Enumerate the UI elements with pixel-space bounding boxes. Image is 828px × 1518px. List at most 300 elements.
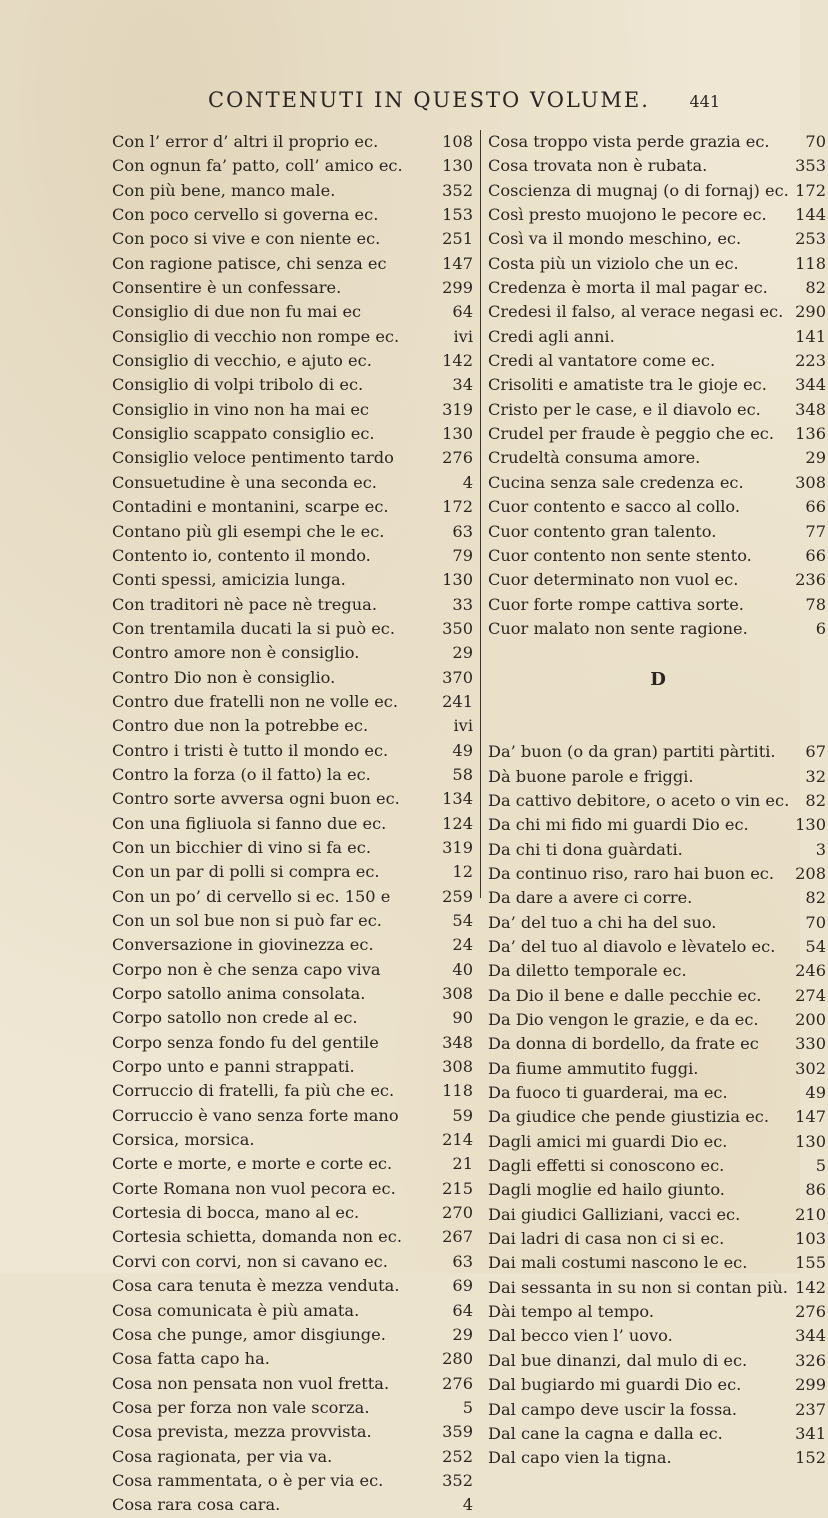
index-entry bbox=[488, 203, 828, 227]
entry-text: Cucina senza sale credenza ec. bbox=[488, 472, 744, 492]
entry-text: Dal bue dinanzi, dal mulo di ec. bbox=[488, 1350, 748, 1370]
entry-text: Da continuo riso, raro hai buon ec. bbox=[488, 863, 775, 883]
entry-page-number: 130 bbox=[442, 156, 473, 176]
index-entry bbox=[488, 446, 828, 470]
index-entry bbox=[488, 495, 828, 519]
entry-text: Contro due fratelli non ne volle ec. bbox=[112, 691, 399, 711]
index-entry bbox=[112, 1031, 475, 1055]
entry-page-number: 40 bbox=[452, 959, 473, 979]
index-entry bbox=[112, 690, 475, 714]
index-entry bbox=[488, 1178, 828, 1202]
index-entry bbox=[488, 130, 828, 154]
entry-text: Consuetudine è una seconda ec. bbox=[112, 472, 377, 492]
entry-page-number: 172 bbox=[795, 180, 826, 200]
entry-text: Da Dio vengon le grazie, e da ec. bbox=[488, 1010, 759, 1029]
entry-page-number: 319 bbox=[442, 399, 473, 419]
index-entry bbox=[112, 1372, 475, 1396]
entry-text: Cosa che punge, amor disgiunge. bbox=[112, 1324, 386, 1344]
entry-text: Corpo satollo anima consolata. bbox=[112, 984, 366, 1004]
entry-page-number: 82 bbox=[805, 888, 826, 908]
index-entry bbox=[112, 130, 475, 154]
index-entry bbox=[112, 641, 475, 665]
index-entry bbox=[112, 1152, 475, 1176]
index-entry bbox=[488, 1227, 828, 1251]
entry-text: Così va il mondo meschino, ec. bbox=[488, 229, 742, 249]
entry-text: Consiglio di due non fu mai ec bbox=[112, 302, 362, 322]
entry-page-number: 90 bbox=[452, 1008, 473, 1028]
index-entry bbox=[112, 1445, 475, 1469]
entry-page-number: 147 bbox=[795, 1107, 826, 1127]
entry-text: Dal bugiardo mi guardi Dio ec. bbox=[488, 1375, 742, 1395]
entry-text: Cosa trovata non è rubata. bbox=[488, 156, 708, 176]
entry-page-number: 246 bbox=[795, 961, 826, 981]
entry-text: Consiglio di volpi tribolo di ec. bbox=[112, 375, 364, 395]
index-entry bbox=[112, 227, 475, 251]
right-index-column bbox=[488, 130, 828, 1471]
index-entry bbox=[488, 349, 828, 373]
index-entry bbox=[112, 909, 475, 933]
entry-text: Corte e morte, e morte e corte ec. bbox=[112, 1154, 393, 1174]
entry-text: Crisoliti e amatiste tra le gioje ec. bbox=[488, 375, 767, 395]
index-entry bbox=[488, 471, 828, 495]
index-entry bbox=[488, 1203, 828, 1227]
entry-page-number: 5 bbox=[462, 1397, 473, 1417]
index-entry bbox=[488, 252, 828, 276]
entry-text: Con l’ error d’ altri il proprio ec. bbox=[112, 132, 379, 151]
entry-page-number: 118 bbox=[795, 253, 826, 273]
index-entry bbox=[112, 179, 475, 203]
index-entry bbox=[488, 398, 828, 422]
index-entry bbox=[112, 325, 475, 349]
index-entry bbox=[112, 446, 475, 470]
entry-text: Cosa per forza non vale scorza. bbox=[112, 1397, 370, 1417]
index-entry bbox=[488, 1081, 828, 1105]
index-entry bbox=[112, 1250, 475, 1274]
entry-page-number: 276 bbox=[442, 448, 473, 468]
index-entry bbox=[488, 886, 828, 910]
index-entry bbox=[112, 252, 475, 276]
entry-text: Credesi il falso, al verace negasi ec. bbox=[488, 302, 784, 322]
entry-page-number: 308 bbox=[442, 984, 473, 1004]
entry-text: Cosa ragionata, per via va. bbox=[112, 1446, 333, 1466]
entry-page-number: 24 bbox=[452, 935, 473, 955]
entry-text: Contro Dio non è consiglio. bbox=[112, 667, 336, 687]
index-entry bbox=[112, 982, 475, 1006]
entry-page-number: 79 bbox=[452, 545, 473, 565]
index-entry bbox=[488, 300, 828, 324]
left-index-column bbox=[112, 130, 475, 1518]
index-entry bbox=[112, 1323, 475, 1347]
index-entry bbox=[488, 1008, 828, 1032]
entry-text: Cosa rammentata, o è per via ec. bbox=[112, 1470, 384, 1490]
entry-page-number: 130 bbox=[795, 1131, 826, 1151]
entry-page-number: 70 bbox=[805, 132, 826, 151]
entry-page-number: 241 bbox=[442, 691, 473, 711]
entry-page-number: 152 bbox=[795, 1448, 826, 1468]
index-entry bbox=[488, 789, 828, 813]
entry-page-number: 29 bbox=[805, 448, 826, 468]
entry-page-number: 299 bbox=[795, 1375, 826, 1395]
entry-page-number: 134 bbox=[442, 789, 473, 809]
entry-page-number: 32 bbox=[805, 766, 826, 786]
entry-page-number: 348 bbox=[795, 399, 826, 419]
entry-text: Dal campo deve uscir la fossa. bbox=[488, 1399, 738, 1419]
index-entry bbox=[112, 666, 475, 690]
entry-page-number: 330 bbox=[795, 1034, 826, 1054]
index-entry bbox=[112, 422, 475, 446]
entry-page-number: 82 bbox=[805, 278, 826, 298]
entry-page-number: 144 bbox=[795, 205, 826, 225]
entry-page-number: 276 bbox=[442, 1373, 473, 1393]
entry-text: Con trentamila ducati la si può ec. bbox=[112, 618, 396, 638]
entry-page-number: 302 bbox=[795, 1058, 826, 1078]
index-entry bbox=[488, 520, 828, 544]
entry-page-number: 299 bbox=[442, 278, 473, 298]
index-entry bbox=[112, 787, 475, 811]
entry-text: Crudel per fraude è peggio che ec. bbox=[488, 424, 775, 444]
entry-text: Cortesia di bocca, mano al ec. bbox=[112, 1203, 360, 1223]
entry-page-number: 253 bbox=[795, 229, 826, 249]
entry-page-number: 308 bbox=[795, 472, 826, 492]
entry-text: Con una figliuola si fanno due ec. bbox=[112, 813, 387, 833]
entry-text: Cosa cara tenuta è mezza venduta. bbox=[112, 1276, 400, 1296]
index-entry bbox=[488, 1251, 828, 1275]
index-entry bbox=[112, 617, 475, 641]
entry-page-number: 130 bbox=[442, 424, 473, 444]
entry-text: Da diletto temporale ec. bbox=[488, 961, 687, 981]
index-entry bbox=[112, 1201, 475, 1225]
entry-page-number: 78 bbox=[805, 594, 826, 614]
entry-text: Cosa prevista, mezza provvista. bbox=[112, 1422, 372, 1442]
entry-text: Dal becco vien l’ uovo. bbox=[488, 1326, 673, 1346]
entry-text: Da giudice che pende giustizia ec. bbox=[488, 1107, 769, 1127]
entry-page-number: 59 bbox=[452, 1105, 473, 1125]
entry-page-number: 141 bbox=[795, 326, 826, 346]
index-entry bbox=[112, 373, 475, 397]
entry-page-number: 5 bbox=[815, 1156, 826, 1176]
section-letter-d: D bbox=[650, 669, 666, 691]
index-entry bbox=[112, 933, 475, 957]
index-entry bbox=[112, 1274, 475, 1298]
index-entry bbox=[112, 1396, 475, 1420]
entry-page-number: 118 bbox=[442, 1081, 473, 1101]
index-entry bbox=[112, 1128, 475, 1152]
entry-page-number: 64 bbox=[452, 302, 473, 322]
entry-text: Cristo per le case, e il diavolo ec. bbox=[488, 399, 761, 419]
entry-page-number: 208 bbox=[795, 863, 826, 883]
entry-page-number: ivi bbox=[453, 326, 473, 346]
index-entry bbox=[488, 1276, 828, 1300]
entry-text: Dai ladri di casa non ci si ec. bbox=[488, 1229, 725, 1249]
entry-text: Da fuoco ti guarderai, ma ec. bbox=[488, 1083, 728, 1103]
entry-text: Crudeltà consuma amore. bbox=[488, 448, 701, 468]
entry-page-number: 237 bbox=[795, 1399, 826, 1419]
entry-page-number: 319 bbox=[442, 837, 473, 857]
entry-page-number: 86 bbox=[805, 1180, 826, 1200]
index-entry bbox=[488, 325, 828, 349]
index-entry bbox=[112, 739, 475, 763]
index-entry bbox=[488, 1105, 828, 1129]
entry-page-number: 58 bbox=[452, 764, 473, 784]
entry-text: Conti spessi, amicizia lunga. bbox=[112, 570, 346, 590]
index-entry bbox=[112, 1225, 475, 1249]
entry-page-number: 82 bbox=[805, 790, 826, 810]
entry-text: Dal capo vien la tigna. bbox=[488, 1448, 672, 1468]
entry-page-number: 267 bbox=[442, 1227, 473, 1247]
index-entry bbox=[112, 1347, 475, 1371]
index-entry bbox=[112, 568, 475, 592]
entry-text: Da chi mi fido mi guardi Dio ec. bbox=[488, 815, 749, 835]
entry-page-number: 4 bbox=[462, 1495, 473, 1515]
entry-text: Con ognun fa’ patto, coll’ amico ec. bbox=[112, 156, 403, 176]
entry-page-number: 326 bbox=[795, 1350, 826, 1370]
entry-page-number: 308 bbox=[442, 1057, 473, 1077]
entry-text: Dagli amici mi guardi Dio ec. bbox=[488, 1131, 728, 1151]
entry-page-number: 142 bbox=[795, 1277, 826, 1297]
index-entry bbox=[112, 1104, 475, 1128]
entry-text: Credi agli anni. bbox=[488, 326, 615, 346]
index-entry bbox=[112, 714, 475, 738]
entry-text: Contro la forza (o il fatto) la ec. bbox=[112, 764, 371, 784]
entry-page-number: 12 bbox=[452, 862, 473, 882]
index-group-c bbox=[488, 130, 828, 641]
entry-page-number: 54 bbox=[452, 911, 473, 930]
entry-text: Cosa rara cosa cara. bbox=[112, 1495, 281, 1515]
index-entry bbox=[112, 812, 475, 836]
entry-page-number: 67 bbox=[805, 742, 826, 762]
entry-text: Così presto muojono le pecore ec. bbox=[488, 205, 767, 225]
entry-text: Credi al vantatore come ec. bbox=[488, 351, 716, 371]
entry-text: Consiglio scappato consiglio ec. bbox=[112, 424, 375, 444]
index-entry bbox=[488, 1422, 828, 1446]
entry-page-number: 270 bbox=[442, 1203, 473, 1223]
entry-text: Dai giudici Galliziani, vacci ec. bbox=[488, 1204, 741, 1224]
index-entry bbox=[112, 349, 475, 373]
entry-text: Corsica, morsica. bbox=[112, 1130, 255, 1150]
entry-text: Corruccio è vano senza forte mano bbox=[112, 1105, 399, 1125]
entry-text: Dài tempo al tempo. bbox=[488, 1302, 655, 1322]
entry-text: Corvi con corvi, non si cavano ec. bbox=[112, 1251, 388, 1271]
entry-page-number: 63 bbox=[452, 521, 473, 541]
entry-page-number: 69 bbox=[452, 1276, 473, 1296]
entry-text: Da dare a avere ci corre. bbox=[488, 888, 693, 908]
entry-text: Da cattivo debitore, o aceto o vin ec. bbox=[488, 790, 790, 810]
index-entry bbox=[112, 763, 475, 787]
entry-page-number: 66 bbox=[805, 497, 826, 517]
index-entry bbox=[488, 1349, 828, 1373]
entry-page-number: 252 bbox=[442, 1446, 473, 1466]
index-entry bbox=[112, 276, 475, 300]
entry-page-number: 70 bbox=[805, 912, 826, 932]
entry-text: Credenza è morta il mal pagar ec. bbox=[488, 278, 768, 298]
entry-page-number: 155 bbox=[795, 1253, 826, 1273]
entry-page-number: 29 bbox=[452, 1324, 473, 1344]
index-entry bbox=[488, 593, 828, 617]
entry-text: Con poco si vive e con niente ec. bbox=[112, 229, 381, 249]
entry-page-number: 215 bbox=[442, 1178, 473, 1198]
entry-text: Da donna di bordello, da frate ec bbox=[488, 1034, 759, 1054]
entry-text: Cosa troppo vista perde grazia ec. bbox=[488, 132, 770, 151]
entry-page-number: 130 bbox=[442, 570, 473, 590]
entry-page-number: 136 bbox=[795, 424, 826, 444]
index-entry bbox=[488, 373, 828, 397]
entry-page-number: 49 bbox=[805, 1083, 826, 1103]
entry-page-number: 29 bbox=[452, 643, 473, 663]
entry-page-number: 352 bbox=[442, 180, 473, 200]
entry-text: Costa più un viziolo che un ec. bbox=[488, 253, 739, 273]
entry-text: Contro sorte avversa ogni buon ec. bbox=[112, 789, 400, 809]
entry-text: Dai sessanta in su non si contan più. bbox=[488, 1277, 788, 1297]
entry-page-number: ivi bbox=[453, 716, 473, 736]
entry-text: Corpo senza fondo fu del gentile bbox=[112, 1032, 379, 1052]
index-entry bbox=[488, 838, 828, 862]
entry-text: Cuor determinato non vuol ec. bbox=[488, 570, 739, 590]
index-entry bbox=[488, 1057, 828, 1081]
index-entry bbox=[488, 422, 828, 446]
entry-page-number: 6 bbox=[815, 618, 826, 638]
entry-page-number: 259 bbox=[442, 886, 473, 906]
entry-page-number: 142 bbox=[442, 351, 473, 371]
entry-text: Con più bene, manco male. bbox=[112, 180, 336, 200]
index-entry bbox=[112, 1055, 475, 1079]
index-entry bbox=[112, 471, 475, 495]
index-entry bbox=[488, 1373, 828, 1397]
index-entry bbox=[112, 154, 475, 178]
index-entry bbox=[488, 179, 828, 203]
entry-page-number: 108 bbox=[442, 132, 473, 151]
entry-page-number: 251 bbox=[442, 229, 473, 249]
entry-text: Contano più gli esempi che le ec. bbox=[112, 521, 385, 541]
index-entry bbox=[488, 1154, 828, 1178]
entry-page-number: 223 bbox=[795, 351, 826, 371]
entry-page-number: 4 bbox=[462, 472, 473, 492]
entry-text: Cuor malato non sente ragione. bbox=[488, 618, 748, 638]
entry-text: Cosa comunicata è più amata. bbox=[112, 1300, 360, 1320]
index-entry bbox=[112, 520, 475, 544]
index-entry bbox=[488, 227, 828, 251]
index-entry bbox=[488, 984, 828, 1008]
index-entry bbox=[112, 203, 475, 227]
entry-text: Consiglio in vino non ha mai ec bbox=[112, 399, 369, 419]
entry-page-number: 33 bbox=[452, 594, 473, 614]
entry-text: Con un sol bue non si può far ec. bbox=[112, 911, 382, 930]
column-divider bbox=[480, 130, 481, 898]
entry-text: Da Dio il bene e dalle pecchie ec. bbox=[488, 985, 762, 1005]
entry-text: Cuor forte rompe cattiva sorte. bbox=[488, 594, 744, 614]
index-entry bbox=[488, 935, 828, 959]
entry-text: Con un par di polli si compra ec. bbox=[112, 862, 380, 882]
index-entry bbox=[112, 860, 475, 884]
entry-text: Con un po’ di cervello si ec. 150 e bbox=[112, 886, 391, 906]
index-entry bbox=[112, 1079, 475, 1103]
entry-page-number: 370 bbox=[442, 667, 473, 687]
entry-page-number: 153 bbox=[442, 205, 473, 225]
index-entry bbox=[488, 765, 828, 789]
index-entry bbox=[488, 740, 828, 764]
entry-page-number: 344 bbox=[795, 1326, 826, 1346]
entry-text: Dagli effetti si conoscono ec. bbox=[488, 1156, 725, 1176]
entry-text: Dal cane la cagna e dalla ec. bbox=[488, 1423, 723, 1443]
index-entry bbox=[112, 958, 475, 982]
entry-page-number: 130 bbox=[795, 815, 826, 835]
index-entry bbox=[488, 568, 828, 592]
index-entry bbox=[488, 1300, 828, 1324]
entry-page-number: 348 bbox=[442, 1032, 473, 1052]
entry-page-number: 147 bbox=[442, 253, 473, 273]
index-entry bbox=[112, 1493, 475, 1517]
entry-text: Cortesia schietta, domanda non ec. bbox=[112, 1227, 402, 1247]
index-entry bbox=[488, 276, 828, 300]
entry-page-number: 276 bbox=[795, 1302, 826, 1322]
entry-page-number: 290 bbox=[795, 302, 826, 322]
index-entry bbox=[112, 885, 475, 909]
index-entry bbox=[112, 544, 475, 568]
entry-page-number: 63 bbox=[452, 1251, 473, 1271]
entry-page-number: 54 bbox=[805, 936, 826, 956]
entry-text: Contro amore non è consiglio. bbox=[112, 643, 360, 663]
entry-page-number: 124 bbox=[442, 813, 473, 833]
index-entry bbox=[112, 1177, 475, 1201]
index-entry bbox=[488, 1324, 828, 1348]
entry-text: Dà buone parole e friggi. bbox=[488, 766, 694, 786]
entry-text: Cosa fatta capo ha. bbox=[112, 1349, 270, 1369]
entry-text: Contadini e montanini, scarpe ec. bbox=[112, 497, 389, 517]
index-entry bbox=[112, 1006, 475, 1030]
entry-text: Cuor contento gran talento. bbox=[488, 521, 717, 541]
index-entry bbox=[488, 1032, 828, 1056]
index-entry bbox=[488, 617, 828, 641]
index-entry bbox=[112, 495, 475, 519]
page-number: 441 bbox=[689, 92, 720, 111]
entry-page-number: 352 bbox=[442, 1470, 473, 1490]
entry-page-number: 341 bbox=[795, 1423, 826, 1443]
entry-page-number: 21 bbox=[452, 1154, 473, 1174]
entry-page-number: 34 bbox=[452, 375, 473, 395]
entry-text: Corpo satollo non crede al ec. bbox=[112, 1008, 358, 1028]
entry-text: Con ragione patisce, chi senza ec bbox=[112, 253, 387, 273]
index-group-d bbox=[488, 740, 828, 1470]
entry-text: Corpo non è che senza capo viva bbox=[112, 959, 381, 979]
entry-text: Corruccio di fratelli, fa più che ec. bbox=[112, 1081, 395, 1101]
entry-text: Da’ del tuo al diavolo e lèvatelo ec. bbox=[488, 936, 776, 956]
entry-text: Consiglio di vecchio, e ajuto ec. bbox=[112, 351, 372, 371]
index-entry bbox=[112, 1299, 475, 1323]
entry-text: Cosa non pensata non vuol fretta. bbox=[112, 1373, 390, 1393]
entry-text: Da’ buon (o da gran) partiti pàrtiti. bbox=[488, 742, 776, 762]
entry-text: Contento io, contento il mondo. bbox=[112, 545, 371, 565]
index-entry bbox=[488, 1130, 828, 1154]
entry-page-number: 280 bbox=[442, 1349, 473, 1369]
entry-page-number: 200 bbox=[795, 1010, 826, 1029]
entry-page-number: 103 bbox=[795, 1229, 826, 1249]
index-entry bbox=[488, 1446, 828, 1470]
entry-page-number: 236 bbox=[795, 570, 826, 590]
entry-text: Da chi ti dona guàrdati. bbox=[488, 839, 683, 859]
entry-text: Dai mali costumi nascono le ec. bbox=[488, 1253, 748, 1273]
entry-page-number: 66 bbox=[805, 545, 826, 565]
index-entry bbox=[112, 1469, 475, 1493]
entry-text: Cuor contento e sacco al collo. bbox=[488, 497, 741, 517]
entry-text: Dagli moglie ed hailo giunto. bbox=[488, 1180, 725, 1200]
entry-text: Da’ del tuo a chi ha del suo. bbox=[488, 912, 717, 932]
index-entry bbox=[488, 862, 828, 886]
entry-text: Contro due non la potrebbe ec. bbox=[112, 716, 369, 736]
entry-page-number: 274 bbox=[795, 985, 826, 1005]
index-entry bbox=[112, 1420, 475, 1444]
entry-page-number: 353 bbox=[795, 156, 826, 176]
index-entry bbox=[488, 544, 828, 568]
index-entry bbox=[488, 1398, 828, 1422]
